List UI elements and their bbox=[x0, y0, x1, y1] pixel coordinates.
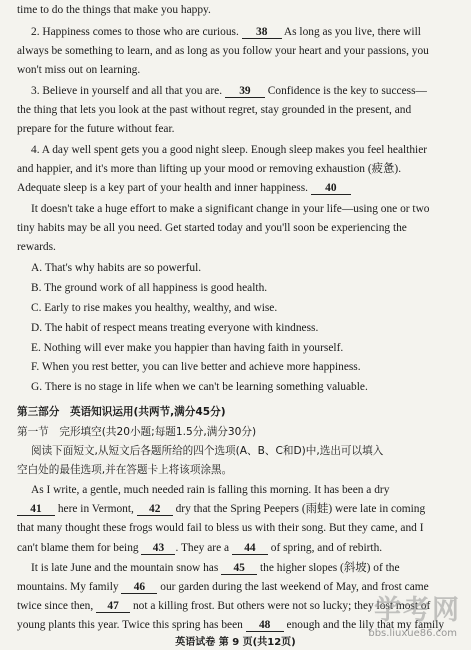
blank-39[interactable]: 39 bbox=[225, 85, 265, 98]
cloze-p2-line-4: young plants this year. Twice this spring has been 48 enough and the lily that my family bbox=[17, 619, 445, 631]
option-d: D. The habit of respect means treating everyone with kindness. bbox=[31, 322, 319, 334]
blank-40[interactable]: 40 bbox=[311, 182, 351, 195]
blank-44[interactable]: 44 bbox=[232, 542, 268, 555]
option-a: A. That's why habits are so powerful. bbox=[31, 262, 202, 274]
paragraph-2-line-3: won't miss out on learning. bbox=[17, 64, 141, 76]
blank-41[interactable]: 41 bbox=[17, 503, 55, 516]
paragraph-4-line-1: 4. A day well spent gets you a good night sleep. Enough sleep makes you feel healthier bbox=[31, 144, 428, 156]
cloze-p2-line-1: It is late June and the mountain snow has 45 the higher slopes (斜坡) of the bbox=[31, 562, 400, 574]
cloze-p2-line-2: mountains. My family 46 our garden during the last weekend of May, and frost came bbox=[17, 581, 429, 593]
option-f: F. When you rest better, you can live better and achieve more happiness. bbox=[31, 361, 361, 373]
blank-43[interactable]: 43 bbox=[141, 542, 175, 555]
site-watermark bbox=[315, 588, 465, 646]
instructions-line-2: 空白处的最佳选项,并在答题卡上将该项涂黑。 bbox=[17, 464, 233, 476]
paragraph-5-line-3: rewards. bbox=[17, 241, 56, 253]
paragraph-4-line-2: and happier, and it's more than lifting up your mood or removing exhaustion (疲惫). bbox=[17, 163, 402, 175]
paragraph-5-line-1: It doesn't take a huge effort to make a significant change in your life—using one or two bbox=[31, 203, 430, 215]
watermark-logo: 学考网 bbox=[374, 595, 461, 626]
paragraph-2-line-1: 2. Happiness comes to those who are curious. 38 As long as you live, there will bbox=[31, 26, 421, 38]
blank-38[interactable]: 38 bbox=[242, 26, 282, 39]
option-g: G. There is no stage in life when we can't be learning something valuable. bbox=[31, 381, 368, 393]
paragraph-3-line-1: 3. Believe in yourself and all that you are. 39 Confidence is the key to success— bbox=[31, 85, 427, 97]
page-footer: 英语试卷 第 9 页(共12页) bbox=[175, 637, 296, 648]
cloze-p2-line-3: twice since then, 47 not a killing frost. But others were not so lucky; they lost most of bbox=[17, 600, 431, 612]
paragraph-3-line-3: prepare for the future without fear. bbox=[17, 123, 175, 135]
blank-46[interactable]: 46 bbox=[121, 581, 157, 594]
paragraph-5-line-2: tiny habits may be all you need. Get started today and you'll soon be experiencing the bbox=[17, 222, 407, 234]
option-c: C. Early to rise makes you healthy, wealthy, and wise. bbox=[31, 302, 278, 314]
option-b: B. The ground work of all happiness is good health. bbox=[31, 282, 268, 294]
blank-42[interactable]: 42 bbox=[137, 503, 173, 516]
blank-48[interactable]: 48 bbox=[246, 619, 284, 632]
paragraph-3-line-2: the thing that lets you look at the past without regret, stay grounded in the present, and bbox=[17, 104, 412, 116]
instructions-line-1: 阅读下面短文,从短文后各题所给的四个选项(A、B、C和D)中,选出可以填入 bbox=[31, 445, 384, 457]
text-line: time to do the things that make you happy. bbox=[17, 4, 211, 16]
section-1-heading: 第一节 完形填空(共20小题;每题1.5分,满分30分) bbox=[17, 426, 257, 438]
paragraph-2-line-2: always be something to learn, and as long as you follow your heart and your passions, you bbox=[17, 45, 429, 57]
cloze-p1-line-1: As I write, a gentle, much needed rain is falling this morning. It has been a dry bbox=[31, 484, 390, 496]
cloze-p1-line-3: that many thought these frogs would fail to bless us with their song. But they came, and I bbox=[17, 522, 424, 534]
watermark-url: bbs.liuxue86.com bbox=[368, 628, 457, 639]
paragraph-4-line-3: Adequate sleep is a key part of your health and inner happiness. 40 bbox=[17, 181, 461, 196]
blank-47[interactable]: 47 bbox=[96, 600, 130, 613]
cloze-p1-line-2: 41 here in Vermont, 42 dry that the Spring Peepers (雨蛙) were late in coming bbox=[17, 502, 461, 517]
part-3-heading: 第三部分 英语知识运用(共两节,满分45分) bbox=[17, 406, 226, 418]
cloze-p1-line-4: can't blame them for being 43 . They are a 44 of spring, and of rebirth. bbox=[17, 542, 383, 554]
blank-45[interactable]: 45 bbox=[221, 562, 257, 575]
option-e: E. Nothing will ever make you happier than having faith in yourself. bbox=[31, 342, 344, 354]
